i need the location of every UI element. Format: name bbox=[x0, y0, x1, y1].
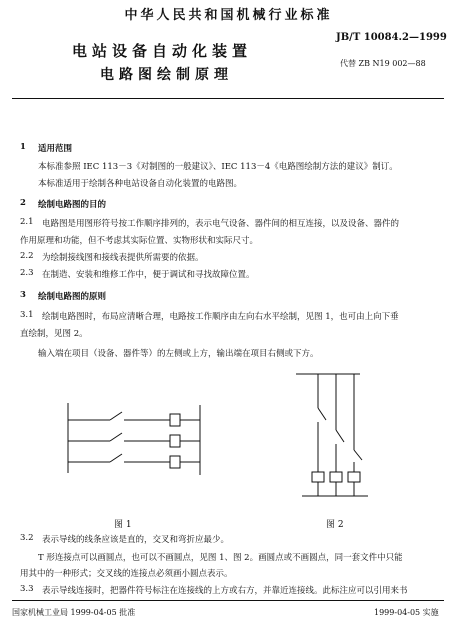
para-3-1-line3: 输入端在项目（设备、器件等）的左侧或上方，输出端在项目右侧或下方。 bbox=[38, 349, 319, 359]
standard-number: JB/T 10084.2—1999 bbox=[336, 32, 447, 43]
figure-2-caption: 图 2 bbox=[326, 520, 344, 530]
para-3-2-line2: T 形连接点可以画圆点，也可以不画圆点，见图 1、图 2。画圆点或不画圆点，同一套文件中只能 bbox=[38, 553, 403, 563]
para-3-2: 表示导线的线条应该是直的，交叉和弯折应最少。 bbox=[42, 535, 230, 545]
doc-title-line2: 电路图绘制原理 bbox=[100, 67, 233, 83]
para-3-2-number: 3.2 bbox=[20, 533, 34, 543]
effective-date: 1999-04-05 实施 bbox=[374, 608, 439, 617]
para-2-1-line1: 电路图是用图形符号按工作顺序排列的，表示电气设备、器件间的相互连接，以及设备、器件的 bbox=[42, 219, 400, 229]
para-2-3: 在制造、安装和维修工作中，便于调试和寻找故障位置。 bbox=[42, 270, 255, 280]
para-3-1-line1: 绘制电路图时，布局应清晰合理，电路按工作顺序由左向右水平绘制，见图 1，也可由上向下垂 bbox=[42, 312, 399, 322]
para-2-3-number: 2.3 bbox=[20, 268, 34, 278]
section-3-title: 绘制电路图的原则 bbox=[38, 292, 107, 302]
section-1-number: 1 bbox=[20, 142, 26, 152]
section-2-number: 2 bbox=[20, 198, 26, 208]
para-2-2: 为绘制接线图和接线表提供所需要的依据。 bbox=[42, 253, 204, 263]
para-3-1-number: 3.1 bbox=[20, 310, 34, 320]
para-2-1-line2: 作用原理和功能，但不考虑其实际位置、实物形状和实际尺寸。 bbox=[20, 236, 259, 246]
para-1-1: 本标准参照 IEC 113－3《对制图的一般建议》、IEC 113－4《电路图绘制方法的建议》制订。 bbox=[38, 162, 398, 172]
figure-1-caption: 图 1 bbox=[114, 520, 132, 530]
doc-title-line1: 电站设备自动化装置 bbox=[72, 42, 253, 60]
para-2-1-number: 2.1 bbox=[20, 217, 34, 227]
replaces-note: 代替 ZB N19 002—88 bbox=[340, 59, 426, 68]
figure-1-diagram bbox=[68, 403, 200, 475]
para-3-1-line2: 直绘制，见图 2。 bbox=[20, 329, 88, 339]
figure-2-diagram bbox=[296, 374, 368, 496]
approval-note: 国家机械工业局 1999-04-05 批准 bbox=[12, 608, 136, 617]
para-2-2-number: 2.2 bbox=[20, 251, 34, 261]
para-3-3-number: 3.3 bbox=[20, 584, 34, 594]
standard-title: 中华人民共和国机械行业标准 bbox=[124, 8, 333, 23]
section-3-number: 3 bbox=[20, 290, 26, 300]
para-3-3: 表示导线连接时，把器件符号标注在连接线的上方或右方，并靠近连接线。此标注应可以引用来书 bbox=[42, 586, 408, 596]
section-2-title: 绘制电路图的目的 bbox=[38, 200, 107, 210]
section-1-title: 适用范围 bbox=[38, 144, 73, 154]
footer-divider bbox=[12, 600, 444, 601]
para-3-2-line3: 用其中的一种形式；交叉线的连接点必须画小圆点表示。 bbox=[20, 569, 233, 579]
para-1-2: 本标准适用于绘制各种电站设备自动化装置的电路图。 bbox=[38, 179, 243, 189]
